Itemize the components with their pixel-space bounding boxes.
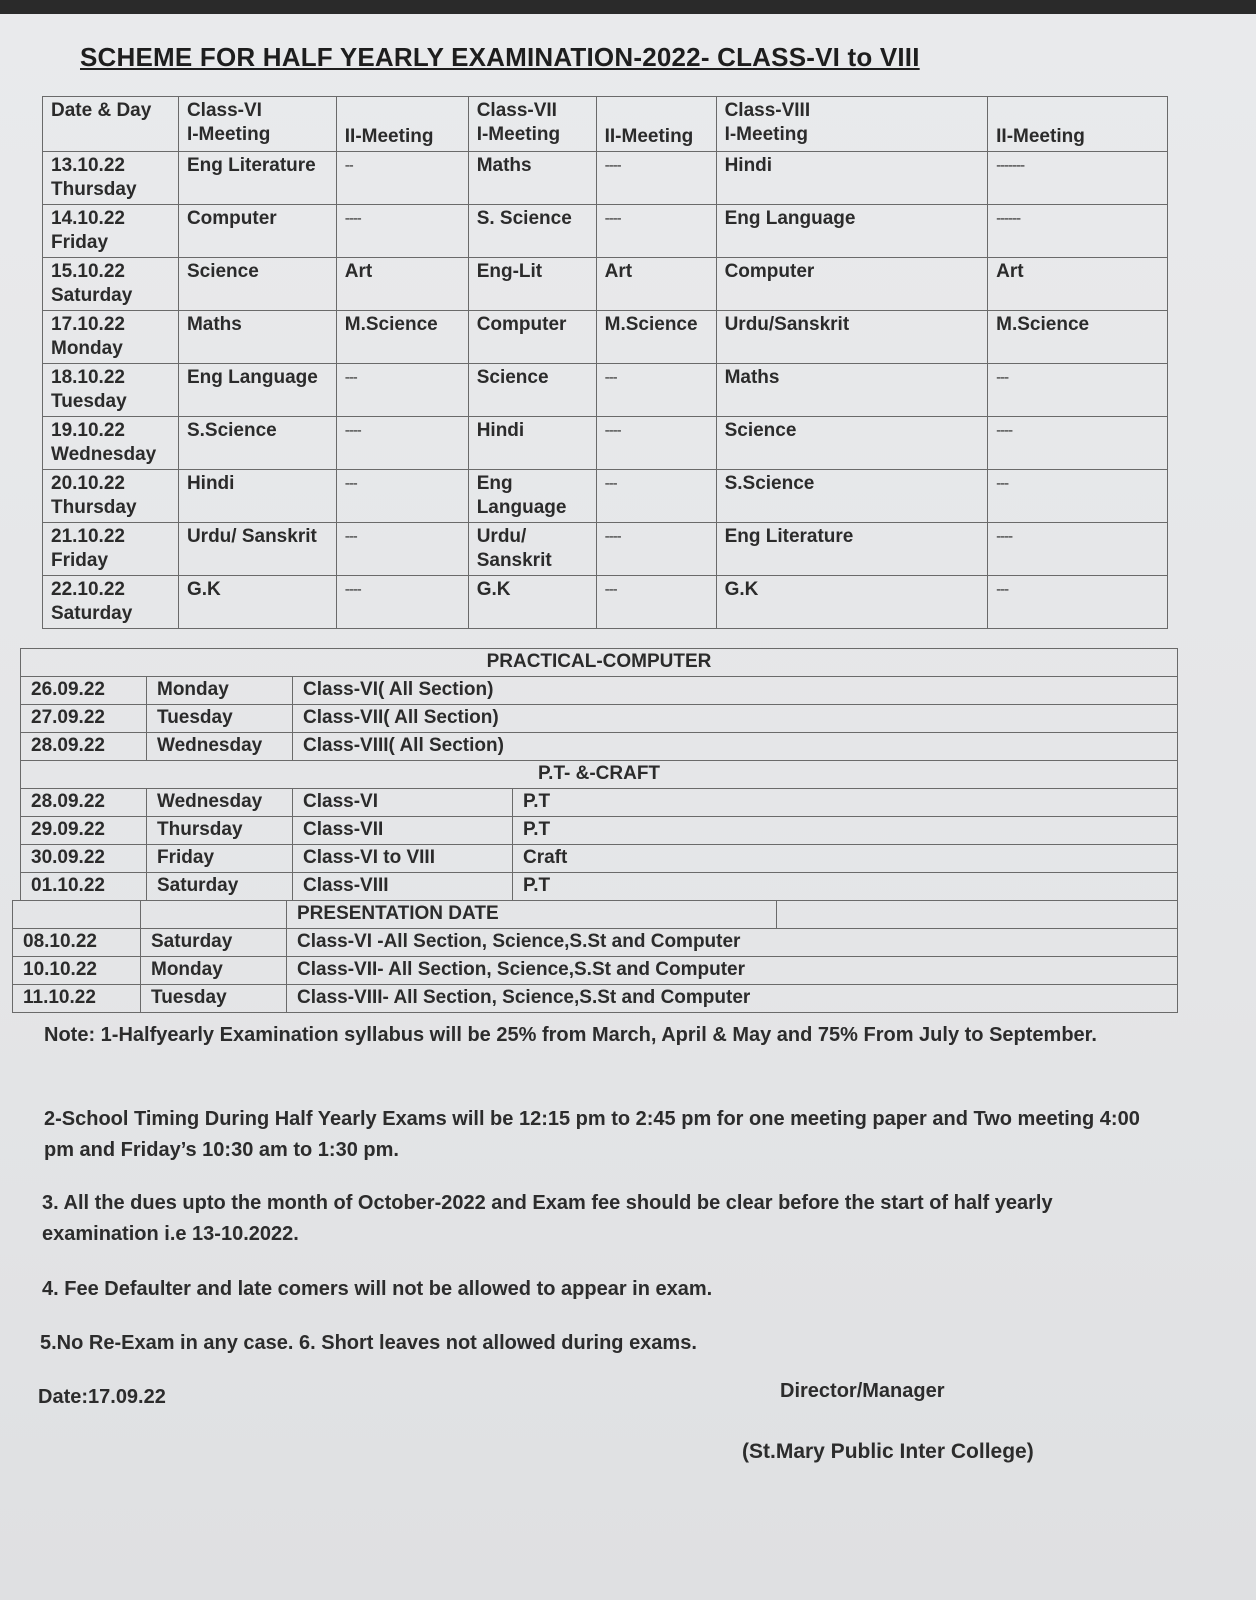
practical-class: Class-VIII( All Section) xyxy=(293,733,1178,761)
table-row xyxy=(21,845,1178,873)
presentation-day: Saturday xyxy=(141,929,287,957)
header-date-day: Date & Day xyxy=(43,97,179,152)
exam-date-day xyxy=(43,470,179,523)
class6-meeting1-subject: Science xyxy=(178,258,336,311)
presentation-heading-blank-1 xyxy=(13,901,141,929)
class6-meeting1-subject: Maths xyxy=(178,311,336,364)
class8-meeting2-subject: M.Science xyxy=(988,311,1168,364)
pt-activity: Craft xyxy=(513,845,1178,873)
class6-meeting2-subject: --- xyxy=(336,364,468,417)
class8-meeting2-subject: --- xyxy=(988,470,1168,523)
pt-day: Thursday xyxy=(147,817,293,845)
class6-meeting2-subject: M.Science xyxy=(336,311,468,364)
table-row xyxy=(13,929,1178,957)
class7-meeting2-subject: ---- xyxy=(596,417,716,470)
class7-meeting1-subject: Eng-Lit xyxy=(468,258,596,311)
class7-meeting2-subject: --- xyxy=(596,576,716,629)
class8-meeting1-subject: Urdu/Sanskrit xyxy=(716,311,988,364)
presentation-heading: PRESENTATION DATE xyxy=(287,901,777,929)
class8-meeting1-subject: Hindi xyxy=(716,152,988,205)
table-row xyxy=(43,205,1168,258)
class6-meeting1-subject: Computer xyxy=(178,205,336,258)
pt-activity: P.T xyxy=(513,873,1178,901)
table-row xyxy=(43,152,1168,205)
presentation-day: Tuesday xyxy=(141,985,287,1013)
table-row xyxy=(13,957,1178,985)
practical-date: 26.09.22 xyxy=(21,677,147,705)
class6-meeting1-subject: Hindi xyxy=(178,470,336,523)
issue-date: Date:17.09.22 xyxy=(38,1386,166,1408)
presentation-day: Monday xyxy=(141,957,287,985)
note-3: 3. All the dues upto the month of October-2022 and Exam fee should be clear before the start of half yearly examination i.e 13-10.2022. xyxy=(42,1192,1053,1245)
class7-meeting1-subject: Hindi xyxy=(468,417,596,470)
practical-class: Class-VII( All Section) xyxy=(293,705,1178,733)
exam-date-day xyxy=(43,311,179,364)
exam-day: Tuesday xyxy=(51,391,127,412)
exam-date: 14.10.22 xyxy=(51,208,125,229)
class7-meeting2-subject: --- xyxy=(596,364,716,417)
exam-date-day xyxy=(43,152,179,205)
class6-meeting1-subject: S.Science xyxy=(178,417,336,470)
pt-craft-heading: P.T- &-CRAFT xyxy=(21,761,1178,789)
class8-meeting2-subject: ------- xyxy=(988,152,1168,205)
note-1: Note: 1-Halfyearly Examination syllabus will be 25% from March, April & May and 75% From July to September. xyxy=(44,1024,1097,1046)
presentation-heading-row xyxy=(13,901,1178,929)
exam-date: 17.10.22 xyxy=(51,314,125,335)
exam-date: 13.10.22 xyxy=(51,155,125,176)
presentation-detail: Class-VI -All Section, Science,S.St and Computer xyxy=(287,929,1178,957)
exam-day: Thursday xyxy=(51,497,137,518)
presentation-heading-blank-3 xyxy=(777,901,1178,929)
pt-date: 30.09.22 xyxy=(21,845,147,873)
exam-date: 15.10.22 xyxy=(51,261,125,282)
class7-meeting2-subject: ---- xyxy=(596,152,716,205)
header-class8-meeting1: Class-VIII I-Meeting xyxy=(716,97,988,152)
presentation-date: 11.10.22 xyxy=(13,985,141,1013)
practical-day: Monday xyxy=(147,677,293,705)
class6-meeting1-subject: G.K xyxy=(178,576,336,629)
signatory-title: Director/Manager xyxy=(780,1380,945,1402)
pt-day: Wednesday xyxy=(147,789,293,817)
exam-date-day xyxy=(43,364,179,417)
class7-meeting2-subject: M.Science xyxy=(596,311,716,364)
table-row xyxy=(43,470,1168,523)
exam-date-day xyxy=(43,576,179,629)
presentation-date: 10.10.22 xyxy=(13,957,141,985)
class7-meeting1-subject: Computer xyxy=(468,311,596,364)
table-row xyxy=(43,311,1168,364)
pt-date: 28.09.22 xyxy=(21,789,147,817)
exam-date: 18.10.22 xyxy=(51,367,125,388)
class6-meeting1-subject: Eng Literature xyxy=(178,152,336,205)
class7-meeting1-subject: Science xyxy=(468,364,596,417)
class8-meeting1-subject: Science xyxy=(716,417,988,470)
class7-meeting2-subject: ---- xyxy=(596,523,716,576)
table-row xyxy=(43,576,1168,629)
class7-meeting2-subject: --- xyxy=(596,470,716,523)
practical-computer-table xyxy=(20,648,1178,761)
class7-meeting1-subject: Urdu/ Sanskrit xyxy=(468,523,596,576)
class6-meeting1-subject: Urdu/ Sanskrit xyxy=(178,523,336,576)
class7-meeting1-subject: G.K xyxy=(468,576,596,629)
exam-date: 19.10.22 xyxy=(51,420,125,441)
class7-meeting1-subject: S. Science xyxy=(468,205,596,258)
class6-meeting2-subject: -- xyxy=(336,152,468,205)
class7-meeting1-subject: Maths xyxy=(468,152,596,205)
header-class6-meeting2: II-Meeting xyxy=(336,97,468,152)
class8-meeting2-subject: --- xyxy=(988,576,1168,629)
class8-meeting2-subject: ---- xyxy=(988,417,1168,470)
class6-meeting2-subject: ---- xyxy=(336,205,468,258)
presentation-date: 08.10.22 xyxy=(13,929,141,957)
table-header-row xyxy=(43,97,1168,152)
class7-meeting2-subject: ---- xyxy=(596,205,716,258)
exam-day: Saturday xyxy=(51,285,133,306)
class6-meeting2-subject: --- xyxy=(336,470,468,523)
table-row xyxy=(43,364,1168,417)
table-row xyxy=(21,817,1178,845)
practical-day: Tuesday xyxy=(147,705,293,733)
practical-date: 27.09.22 xyxy=(21,705,147,733)
institution-name: (St.Mary Public Inter College) xyxy=(742,1440,1034,1463)
presentation-table xyxy=(12,900,1178,1013)
class6-meeting2-subject: ---- xyxy=(336,576,468,629)
pt-activity: P.T xyxy=(513,817,1178,845)
class8-meeting1-subject: S.Science xyxy=(716,470,988,523)
class6-meeting2-subject: --- xyxy=(336,523,468,576)
table-row xyxy=(43,258,1168,311)
exam-day: Monday xyxy=(51,338,123,359)
exam-date-day xyxy=(43,258,179,311)
table-row xyxy=(43,417,1168,470)
header-class7-meeting2: II-Meeting xyxy=(596,97,716,152)
exam-date: 22.10.22 xyxy=(51,579,125,600)
table-row xyxy=(21,873,1178,901)
exam-day: Friday xyxy=(51,232,109,253)
exam-day: Wednesday xyxy=(51,444,157,465)
pt-class: Class-VIII xyxy=(293,873,513,901)
header-class7-meeting1: Class-VII I-Meeting xyxy=(468,97,596,152)
pt-date: 01.10.22 xyxy=(21,873,147,901)
class7-meeting1-subject: Eng Language xyxy=(468,470,596,523)
pt-class: Class-VI to VIII xyxy=(293,845,513,873)
practical-date: 28.09.22 xyxy=(21,733,147,761)
practical-class: Class-VI( All Section) xyxy=(293,677,1178,705)
header-class8-meeting2: II-Meeting xyxy=(988,97,1168,152)
document-title: SCHEME FOR HALF YEARLY EXAMINATION-2022- CLASS-VI to VIII xyxy=(80,42,920,72)
pt-day: Friday xyxy=(147,845,293,873)
document-sheet xyxy=(0,14,1256,1600)
note-5: 5.No Re-Exam in any case. 6. Short leaves not allowed during exams. xyxy=(40,1332,697,1354)
table-row xyxy=(13,985,1178,1013)
class8-meeting1-subject: G.K xyxy=(716,576,988,629)
exam-date: 20.10.22 xyxy=(51,473,125,494)
class8-meeting2-subject: ---- xyxy=(988,523,1168,576)
presentation-detail: Class-VII- All Section, Science,S.St and Computer xyxy=(287,957,1178,985)
class8-meeting2-subject: --- xyxy=(988,364,1168,417)
class8-meeting2-subject: Art xyxy=(988,258,1168,311)
exam-schedule-table xyxy=(42,96,1168,629)
class8-meeting1-subject: Computer xyxy=(716,258,988,311)
table-row xyxy=(21,677,1178,705)
exam-day: Friday xyxy=(51,550,109,571)
table-row xyxy=(43,523,1168,576)
pt-heading-row xyxy=(21,761,1178,789)
exam-date-day xyxy=(43,417,179,470)
pt-day: Saturday xyxy=(147,873,293,901)
pt-date: 29.09.22 xyxy=(21,817,147,845)
exam-day: Saturday xyxy=(51,603,133,624)
practical-heading: PRACTICAL-COMPUTER xyxy=(21,649,1178,677)
practical-heading-row xyxy=(21,649,1178,677)
class6-meeting1-subject: Eng Language xyxy=(178,364,336,417)
table-row xyxy=(21,733,1178,761)
presentation-detail: Class-VIII- All Section, Science,S.St and Computer xyxy=(287,985,1178,1013)
class8-meeting1-subject: Eng Literature xyxy=(716,523,988,576)
exam-date-day xyxy=(43,523,179,576)
exam-day: Thursday xyxy=(51,179,137,200)
table-row xyxy=(21,705,1178,733)
practical-day: Wednesday xyxy=(147,733,293,761)
pt-class: Class-VII xyxy=(293,817,513,845)
class7-meeting2-subject: Art xyxy=(596,258,716,311)
exam-date-day xyxy=(43,205,179,258)
pt-class: Class-VI xyxy=(293,789,513,817)
presentation-heading-blank-2 xyxy=(141,901,287,929)
pt-activity: P.T xyxy=(513,789,1178,817)
class8-meeting1-subject: Maths xyxy=(716,364,988,417)
class8-meeting2-subject: ------ xyxy=(988,205,1168,258)
class6-meeting2-subject: ---- xyxy=(336,417,468,470)
exam-date: 21.10.22 xyxy=(51,526,125,547)
header-class6-meeting1: Class-VI I-Meeting xyxy=(178,97,336,152)
class6-meeting2-subject: Art xyxy=(336,258,468,311)
table-row xyxy=(21,789,1178,817)
pt-craft-table xyxy=(20,760,1178,901)
note-4: 4. Fee Defaulter and late comers will not be allowed to appear in exam. xyxy=(42,1278,713,1300)
note-2: 2-School Timing During Half Yearly Exams will be 12:15 pm to 2:45 pm for one meeting paper and Two meeting 4:00 pm and Friday’s 10:30 am to 1:30 pm. xyxy=(44,1108,1140,1161)
class8-meeting1-subject: Eng Language xyxy=(716,205,988,258)
